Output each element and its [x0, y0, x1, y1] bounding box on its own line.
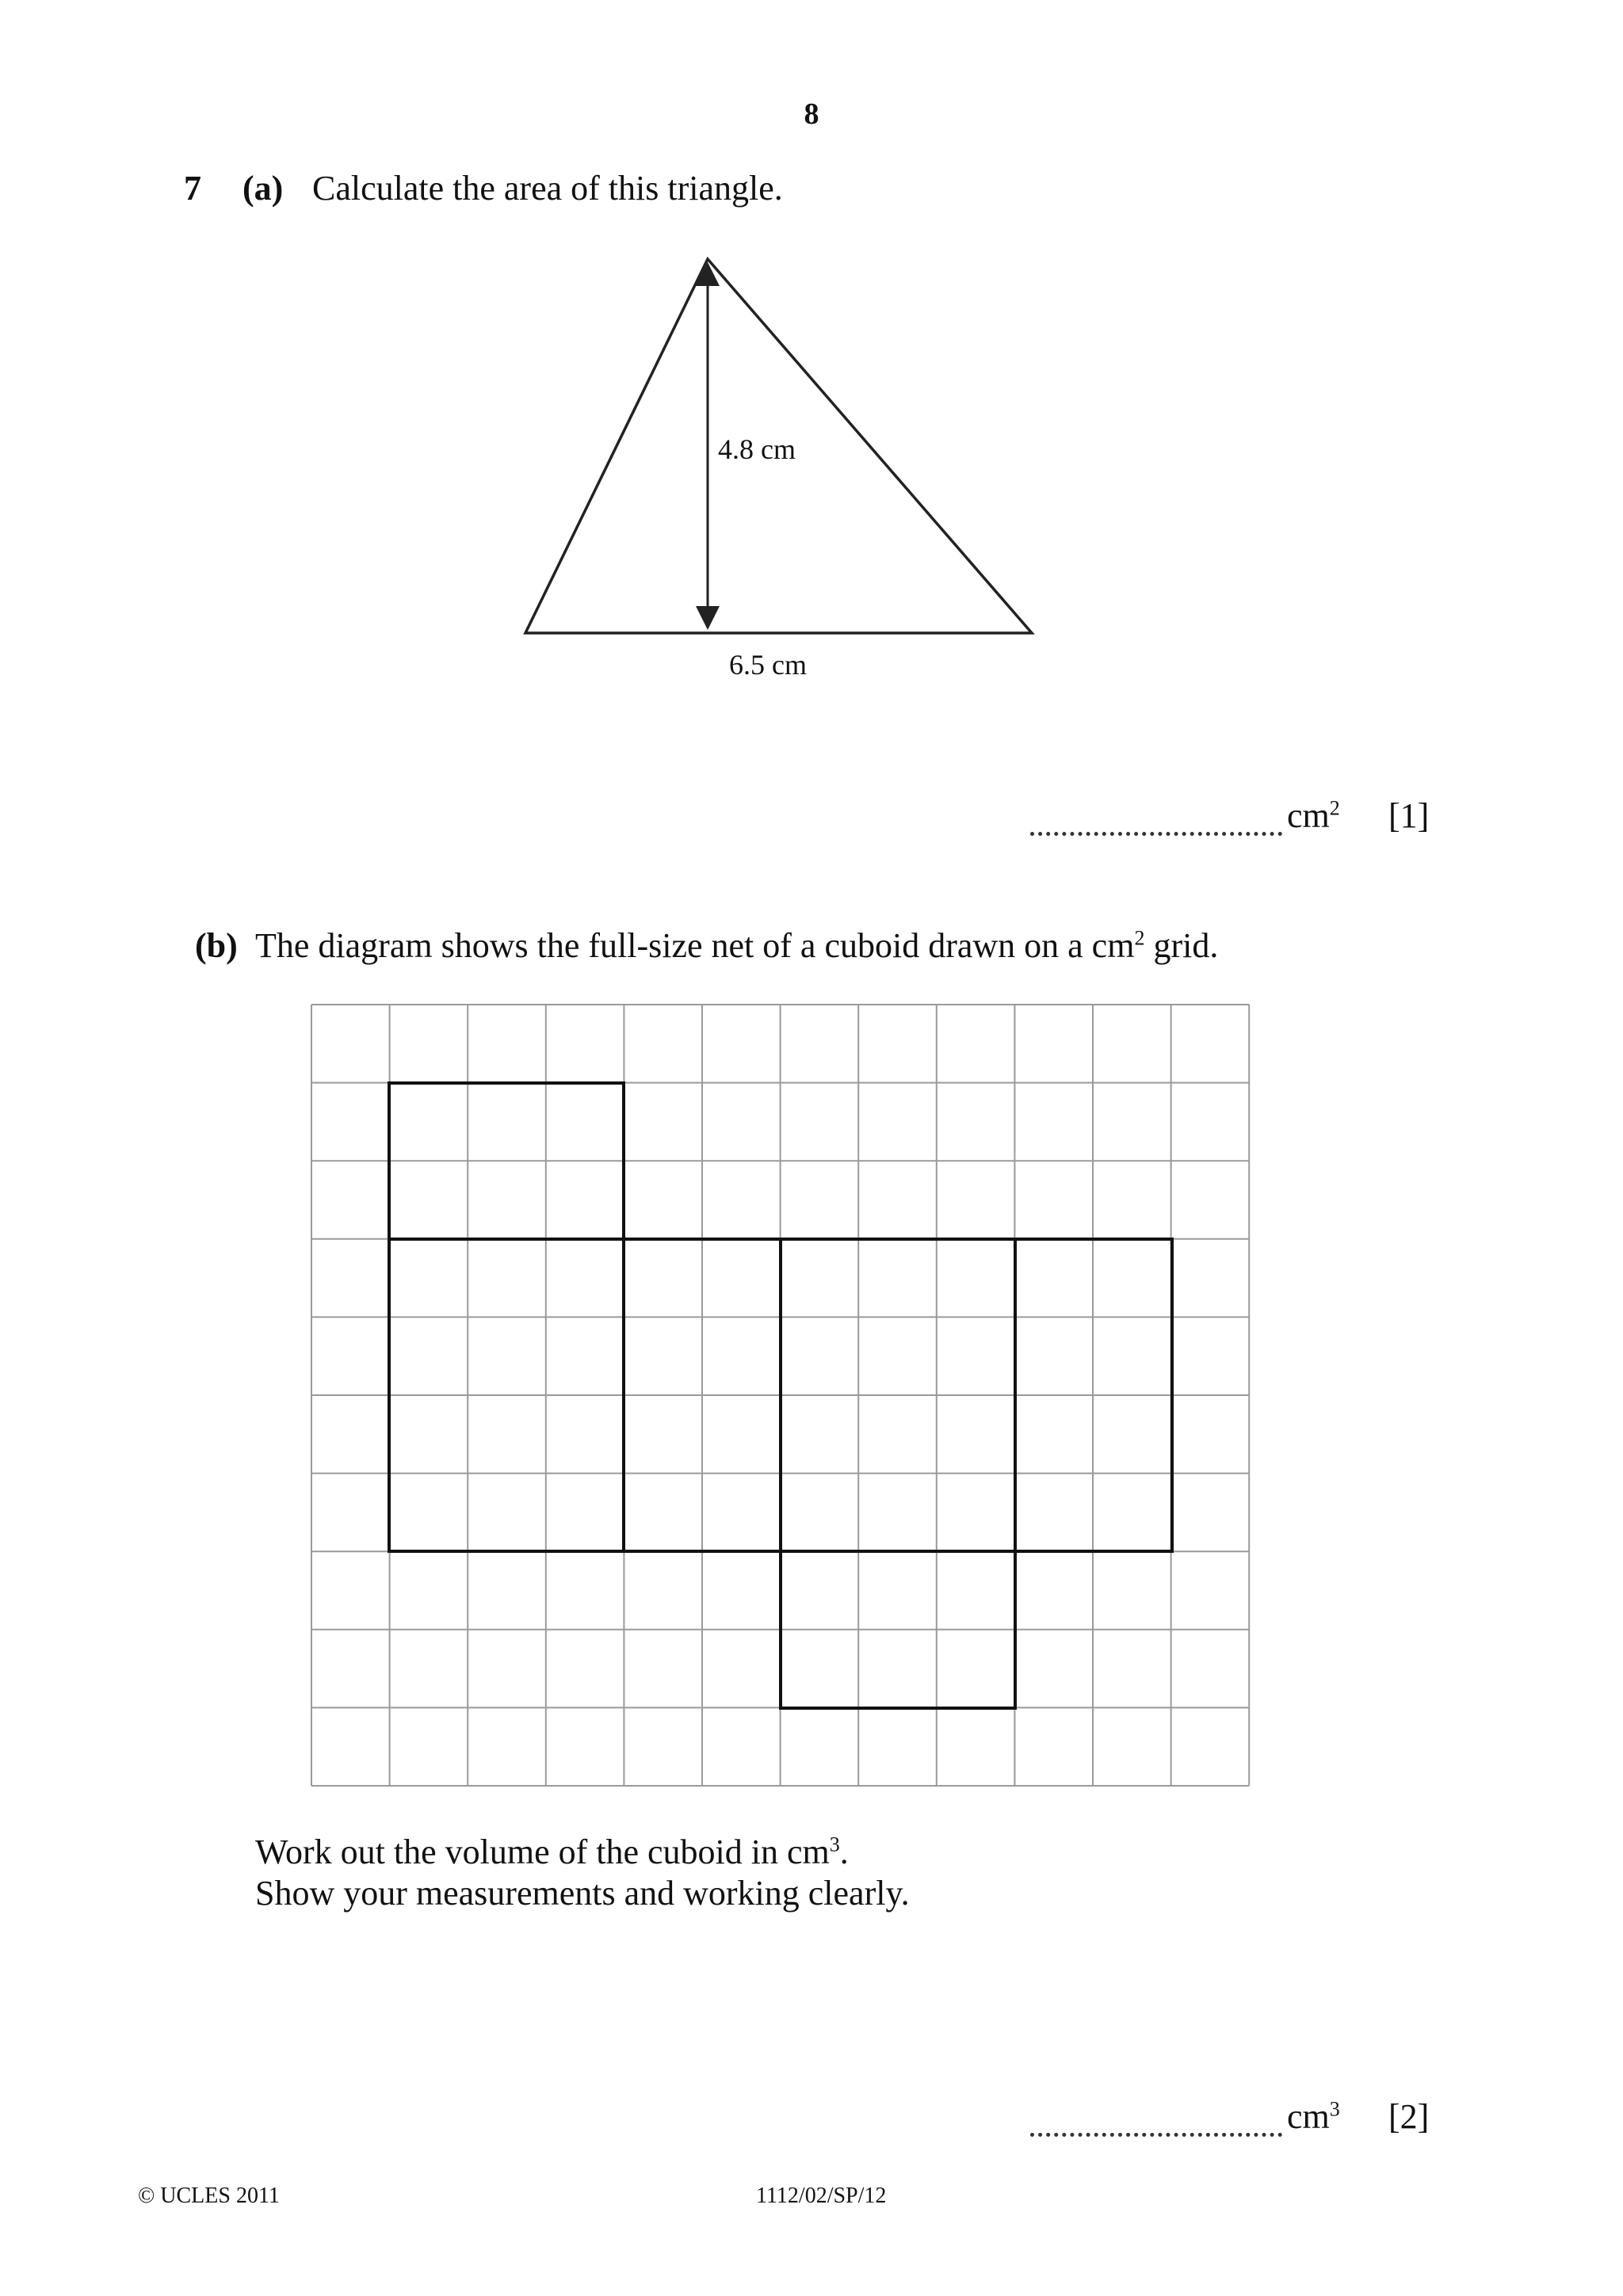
- part-b-instruction-working: Show your measurements and working clearly.: [255, 1874, 910, 1913]
- triangle-base-label: 6.5 cm: [729, 649, 807, 681]
- part-a-marks: [1]: [1388, 796, 1430, 835]
- part-a-label: (a): [242, 169, 284, 208]
- part-b-answer-line[interactable]: [1030, 2133, 1282, 2137]
- triangle-height-label: 4.8 cm: [718, 433, 796, 465]
- part-a-question-text: Calculate the area of this triangle.: [312, 169, 783, 208]
- footer-copyright: © UCLES 2011: [138, 2183, 280, 2208]
- question-number: 7: [184, 169, 201, 208]
- part-b-label: (b): [195, 926, 238, 965]
- footer-paper-code: 1112/02/SP/12: [756, 2183, 887, 2208]
- part-a-answer-line[interactable]: [1030, 832, 1282, 836]
- part-b-question-text: The diagram shows the full-size net of a cuboid drawn on a $cm^2$ grid.: [255, 926, 1219, 965]
- page-number: 8: [804, 97, 819, 131]
- part-b-answer-unit: $cm^3$: [1287, 2097, 1340, 2136]
- part-a-answer-unit: $cm^2$: [1287, 796, 1340, 835]
- part-b-instruction-volume: Work out the volume of the cuboid in $cm^3$.: [255, 1833, 849, 1871]
- part-b-marks: [2]: [1388, 2097, 1430, 2136]
